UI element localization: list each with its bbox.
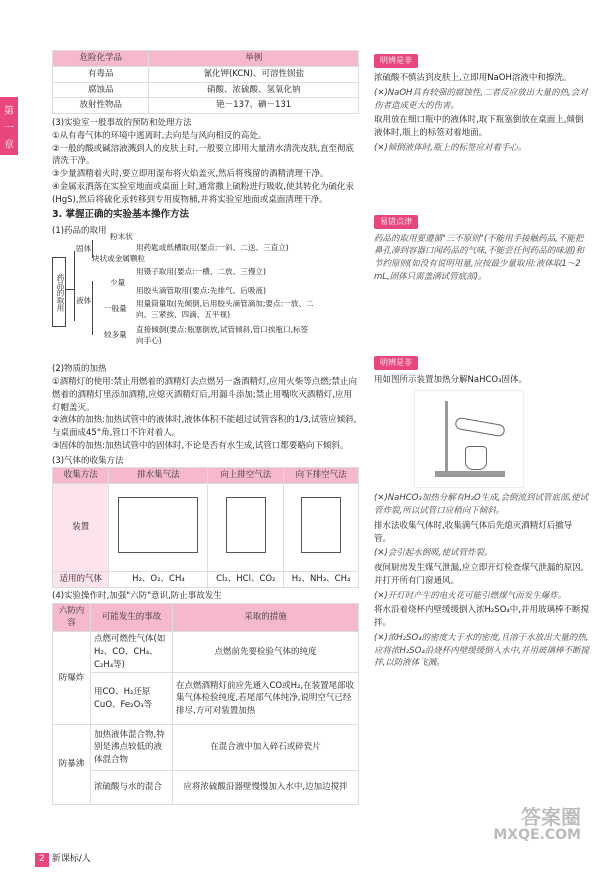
para: ①从有毒气体的环境中逃离时,去向是与风向相反的高处。 bbox=[52, 130, 267, 141]
cell: 浓硫酸与水的混合 bbox=[91, 771, 173, 805]
tree-few: 少量 bbox=[110, 278, 126, 288]
th: 六防内容 bbox=[53, 603, 91, 632]
cell: 在点燃酒精灯前应先通入CO或H₂,在装置尾部收集气体检验纯度,若尾部气体纯净,说明空气已经排尽,方可对装置加热 bbox=[173, 673, 359, 725]
upward-air-diagram bbox=[208, 484, 284, 572]
heating-apparatus-diagram bbox=[414, 390, 524, 488]
cell: 有毒品 bbox=[53, 66, 149, 82]
side-answer: (✕)倾倒液体时,瓶上的标签应对着手心。 bbox=[374, 142, 527, 153]
side-tag: 明辨是非 bbox=[374, 54, 418, 68]
para: ③少量酒精着火时,要立即用湿布将火焰盖灭,然后将残留的酒精清理干净。 bbox=[52, 169, 329, 179]
tree-title: (1)药品的取用 bbox=[52, 225, 107, 236]
cell: 装置 bbox=[53, 484, 109, 572]
side-para: 药品的取用要遵循"三不原则"(不能用手接触药品,不能把鼻孔凑到容器口闻药品的气味,不能尝任何药品的味道)和节约原则(如没有说明用量,应按最少量取用:液体取1～2 mL,固体只需盖满试管底部)。 bbox=[374, 233, 585, 282]
tree-liquid: 液体 bbox=[76, 296, 92, 306]
cell: 向上排空气法 bbox=[208, 468, 284, 484]
side-answer: (✕)开灯时产生的电火花可能引燃煤气而发生爆炸。 bbox=[374, 590, 567, 601]
cell: 在混合液中加入碎石或碎瓷片 bbox=[173, 725, 359, 771]
cell: 氰化钾(KCN)、可溶性钡盐 bbox=[149, 66, 359, 82]
para: (2)物质的加热 bbox=[52, 364, 107, 375]
side-para: 取用放在细口瓶中的液体时,取下瓶塞倒放在桌面上,倾倒液体时,瓶上的标签对着地面。 bbox=[374, 115, 584, 138]
tree-few-method: 用胶头滴管取用(要点:先排气、后吸液) bbox=[136, 286, 266, 296]
cell: H₂、O₂、CH₄ bbox=[109, 572, 208, 588]
cell: 点燃前先要检验气体的纯度 bbox=[173, 632, 359, 673]
side-tag: 易错点津 bbox=[374, 215, 418, 229]
cell: 向下排空气法 bbox=[284, 468, 359, 484]
tree-solid: 固体 bbox=[76, 244, 92, 254]
th: 可能发生的事故 bbox=[91, 603, 173, 632]
side-answer: (✕)会引起水倒吸,使试管炸裂。 bbox=[374, 548, 493, 559]
series-label: 新课标/人 bbox=[51, 854, 91, 864]
section-heading: 3. 掌握正确的实验基本操作方法 bbox=[52, 209, 190, 221]
safety-table bbox=[52, 603, 359, 806]
cell: H₂、NH₃、CH₄ bbox=[284, 572, 359, 588]
tree-powder: 粉末状 bbox=[110, 232, 133, 242]
para: ①酒精灯的使用:禁止用燃着的酒精灯去点燃另一盏酒精灯,应用火柴等点燃;禁止向燃着的酒精灯里添加酒精,应熄灭酒精灯后,用漏斗添加;禁止用嘴吹灭酒精灯,应用灯帽盖灭。 bbox=[52, 377, 358, 413]
cell: 硝酸、浓硫酸、氢氧化钠 bbox=[149, 82, 359, 98]
tree-much: 较多量 bbox=[104, 330, 127, 340]
cell: 应将浓硫酸沿器壁慢慢加入水中,边加边搅拌 bbox=[173, 771, 359, 805]
heating-section bbox=[52, 363, 359, 452]
para: ②液体的加热:加热试管中的液体时,液体体积不能超过试管容积的1/3,试管应倾斜,与桌面成45°角,管口不许对着人。 bbox=[52, 415, 357, 438]
cell: Cl₂、HCl、CO₂ bbox=[208, 572, 284, 588]
watermark: 答案圈 MXQE.COM bbox=[493, 805, 581, 843]
main-column bbox=[52, 50, 359, 805]
th: 危险化学品 bbox=[53, 51, 149, 67]
cell: 腐蚀品 bbox=[53, 82, 149, 98]
page-number: 2 bbox=[35, 853, 49, 867]
page-footer bbox=[35, 853, 91, 867]
side-answer: (✕)浓H₂SO₄的密度大于水的密度,且溶于水放出大量的热,应将浓H₂SO₄沿烧杯内壁缓缓倒入水中,并用玻璃棒不断搅拌,以防液体飞溅。 bbox=[374, 632, 589, 669]
side-para: 夜间厨房发生煤气泄漏,应立即开灯检查煤气泄漏的原因,并打开所有门窗通风。 bbox=[374, 563, 584, 586]
para: ②一般的酸或碱溶液溅到人的皮肤上时,一般要立即用大量清水清洗皮肤,直至彻底清洗干净。 bbox=[52, 143, 355, 167]
accident-section bbox=[52, 117, 359, 206]
th: 采取的措施 bbox=[173, 603, 359, 632]
side-answer: (✕)NaHCO₃加热分解有H₂O生成,会倒流到试管底部,使试管炸裂,所以试管口应稍向下倾斜。 bbox=[374, 493, 589, 516]
chapter-tab: 第一章 bbox=[0, 97, 18, 155]
tree-general-method: 用量筒量取(先倾倒,后用胶头滴管滴加;要点:一放、二向、三紧挨、四滴、五平视) bbox=[136, 299, 314, 319]
para: ④金属汞洒落在实验室地面或桌面上时,通常撒上硫粉进行吸收,使其转化为硫化汞(HgS),然后将硫化汞转移到专用废物桶,并将实验室地面或桌面清理干净。 bbox=[52, 181, 355, 205]
cell: 收集方法 bbox=[53, 468, 109, 484]
gas-table bbox=[52, 467, 359, 588]
cell: 防暴沸 bbox=[53, 725, 91, 805]
para: ③固体的加热:加热试管中的固体时,不论是否有水生成,试管口都要略向下倾斜。 bbox=[52, 440, 349, 451]
cell: 点燃可燃性气体(如H₂、CO、CH₄、C₂H₄等) bbox=[91, 632, 173, 673]
downward-air-diagram bbox=[284, 484, 359, 572]
cell: 用CO、H₂还原CuO、Fe₂O₃等 bbox=[91, 673, 173, 725]
reagent-tree bbox=[52, 232, 359, 351]
cell: 防爆炸 bbox=[53, 632, 91, 725]
safety-title: (4)实验操作时,加强"六防"意识,防止事故发生 bbox=[52, 590, 222, 601]
tree-block: 块状或金属颗粒 bbox=[92, 254, 146, 264]
tree-powder-method: 用药匙或纸槽取用(要点:一斜、二送、三直立) bbox=[136, 243, 289, 253]
water-collection-diagram bbox=[109, 484, 208, 572]
th: 举例 bbox=[149, 51, 359, 67]
cell: 加热液体混合物,特别是沸点较低的液体混合物 bbox=[91, 725, 173, 771]
tree-block-method: 用镊子取用(要点:一横、二放、三慢立) bbox=[136, 267, 266, 277]
tree-root: 药品的取用 bbox=[52, 257, 66, 327]
side-tag: 明辨是非 bbox=[374, 356, 418, 370]
side-para: 排水法收集气体时,收集满气体后先熄灭酒精灯后撤导管。 bbox=[374, 520, 573, 544]
side-para: 浓硫酸不慎沾到皮肤上,立即用NaOH溶液中和擦洗。 bbox=[374, 73, 572, 83]
tree-much-method: 直接倾倒(要点:瓶塞倒放,试管倾斜,管口挨瓶口,标签向手心) bbox=[136, 325, 309, 345]
cell: 铯－137、碘－131 bbox=[149, 98, 359, 114]
side-column bbox=[374, 50, 589, 672]
gas-title: (3)气体的收集方法 bbox=[52, 455, 124, 466]
side-answer: (✕)NaOH具有较强的腐蚀性,二者反应放出大量的热,会对伤者造成更大的伤害。 bbox=[374, 87, 588, 111]
hazard-table bbox=[52, 50, 359, 114]
side-para: 将水沿着烧杯内壁缓缓倒入浓H₂SO₄中,并用玻璃棒不断搅拌。 bbox=[374, 605, 589, 628]
cell: 放射性物品 bbox=[53, 98, 149, 114]
para: (3)实验室一般事故的预防和处理方法 bbox=[52, 118, 192, 128]
cell: 排水集气法 bbox=[109, 468, 208, 484]
side-para: 用如图所示装置加热分解NaHCO₃固体。 bbox=[374, 374, 527, 385]
tree-general: 一般量 bbox=[104, 304, 127, 314]
cell: 适用的气体 bbox=[53, 572, 109, 588]
